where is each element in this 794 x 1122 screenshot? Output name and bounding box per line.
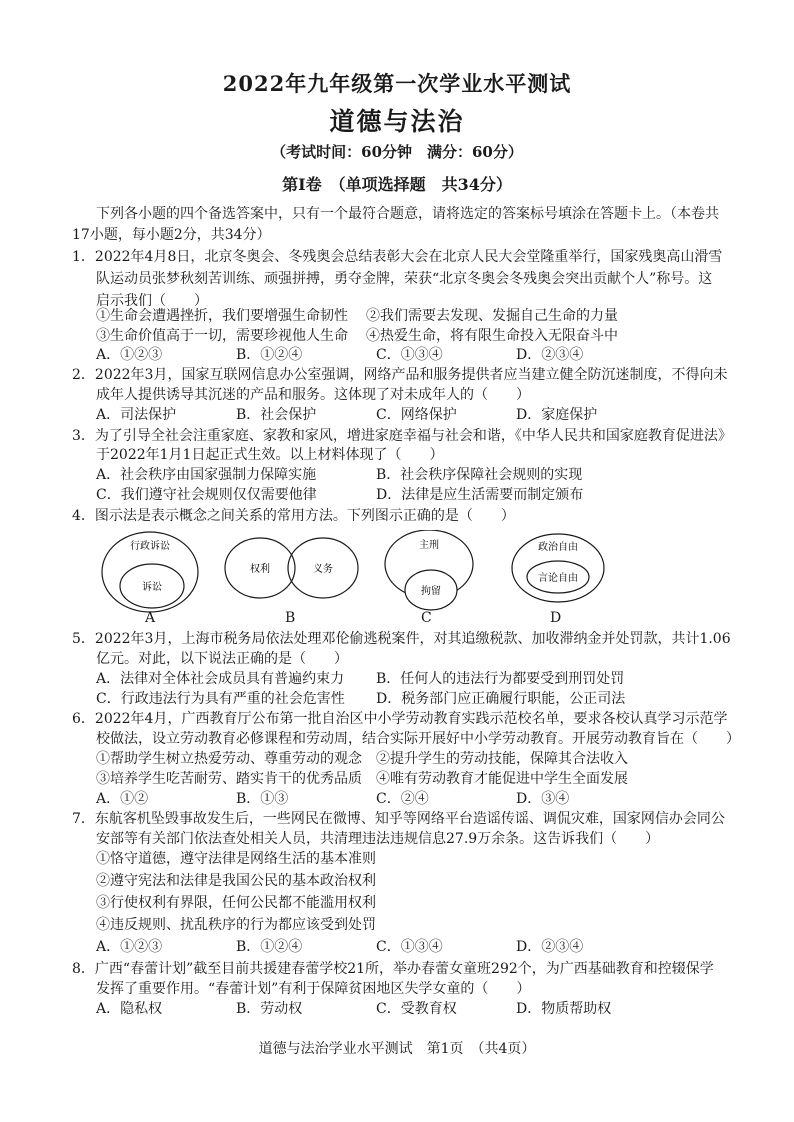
- question-1-stem: 队运动员张梦秋刻苦训练、顽强拼搏，勇夺金牌，荣获“北京冬奥会冬残奥会突出贡献个人”称号。这: [96, 271, 713, 287]
- question-8-option-a[interactable]: A．隐私权: [96, 1001, 163, 1017]
- diagram-c[interactable]: [385, 530, 473, 610]
- question-6-stem: 6．2022年4月，广西教育厅公布第一批自治区中小学劳动教育实践示范校名单，要求各校认真学习示范学: [72, 711, 728, 727]
- instructions-line: 17小题，每小题2分，共34分）: [72, 227, 271, 243]
- question-8-stem: 8．广西“春蕾计划”截至目前共援建春蕾学校21所，举办春蕾女童班292个，为广西基础教育和控辍保学: [72, 961, 714, 977]
- diagram-c-label: C: [421, 610, 432, 626]
- exam-info: （考试时间：60分钟 满分：60分）: [271, 143, 523, 161]
- diagram-d-label: D: [550, 610, 562, 626]
- instructions-line: 下列各小题的四个备选答案中，只有一个最符合题意，请将选定的答案标号填涂在答题卡上。（本卷共: [96, 206, 719, 222]
- question-1-statement: ②我们需要去发现、发掘自己生命的力量: [366, 308, 618, 324]
- diagram-a-outer-label: 行政诉讼: [130, 541, 170, 552]
- diagram-a-label: A: [145, 610, 156, 626]
- question-2-option-a[interactable]: A．司法保护: [96, 407, 177, 423]
- question-4-stem: 4．图示法是表示概念之间关系的常用方法。下列图示正确的是（ ）: [72, 508, 515, 524]
- question-8-option-c[interactable]: C．受教育权: [376, 1001, 457, 1017]
- diagram-b[interactable]: [225, 538, 358, 598]
- question-6-option-b[interactable]: B．①③: [236, 791, 289, 807]
- question-5-stem: 亿元。对此，以下说法正确的是（ ）: [96, 651, 348, 667]
- question-1-option-b[interactable]: B．①②④: [236, 347, 303, 363]
- page-footer: 道德与法治学业水平测试 第1页 （共4页）: [258, 1041, 536, 1057]
- question-3-option-d[interactable]: D．法律是应生活需要而制定颁布: [376, 487, 584, 503]
- question-7-statement: ②遵守宪法和法律是我国公民的基本政治权利: [96, 873, 376, 889]
- diagram-d[interactable]: [512, 534, 604, 602]
- question-7-option-d[interactable]: D．②③④: [516, 939, 584, 955]
- question-2-stem: 2．2022年3月，国家互联网信息办公室强调，网络产品和服务提供者应当建立健全防沉迷制度，不得向未: [72, 367, 728, 383]
- question-6-stem: 校做法，设立劳动教育必修课程和劳动周，结合实际开展好中小学劳动教育。开展劳动教育旨在（ ）: [96, 731, 740, 747]
- question-7-option-b[interactable]: B．①②④: [236, 939, 303, 955]
- question-1-statement: ③生命价值高于一切，需要珍视他人生命: [96, 328, 348, 344]
- concept-diagrams: [95, 530, 715, 640]
- diagram-b-label: B: [285, 610, 296, 626]
- question-6-option-a[interactable]: A．①②: [96, 791, 149, 807]
- diagram-c-outer-label: 主刑: [419, 540, 439, 551]
- subject-title: 道德与法治: [329, 107, 465, 136]
- question-7-statement: ③行使权利有界限，任何公民都不能滥用权利: [96, 895, 376, 911]
- question-1-stem: 1．2022年4月8日，北京冬奥会、冬残奥会总结表彰大会在北京人民大会堂隆重举行，国家残奥高山滑雪: [72, 249, 723, 265]
- question-6-statement: ③培养学生吃苦耐劳、踏实肯干的优秀品质: [96, 771, 362, 787]
- question-7-option-c[interactable]: C．①③④: [376, 939, 443, 955]
- question-3-option-b[interactable]: B．社会秩序保障社会规则的实现: [376, 467, 583, 483]
- question-1-option-d[interactable]: D．②③④: [516, 347, 584, 363]
- question-1-option-c[interactable]: C．①③④: [376, 347, 443, 363]
- diagram-c-inner-label: 拘留: [421, 586, 441, 597]
- question-5-option-d[interactable]: D．税务部门应正确履行职能，公正司法: [376, 691, 626, 707]
- section-title: 第Ⅰ卷 （单项选择题 共34分）: [282, 175, 512, 194]
- question-1-statement: ④热爱生命，将有限生命投入无限奋斗中: [366, 328, 618, 344]
- question-2-option-d[interactable]: D．家庭保护: [516, 407, 598, 423]
- diagram-b-right-label: 义务: [313, 564, 333, 575]
- question-2-stem: 成年人提供诱导其沉迷的产品和服务。这体现了对未成年人的（ ）: [96, 387, 530, 403]
- question-1-statement: ①生命会遭遇挫折，我们要增强生命韧性: [96, 308, 348, 324]
- question-5-option-a[interactable]: A．法律对全体社会成员具有普遍约束力: [96, 671, 345, 687]
- diagram-d-outer-label: 政治自由: [538, 542, 578, 553]
- question-3-option-a[interactable]: A．社会秩序由国家强制力保障实施: [96, 467, 317, 483]
- question-2-option-c[interactable]: C．网络保护: [376, 407, 457, 423]
- question-6-option-c[interactable]: C．②④: [376, 791, 429, 807]
- question-7-statement: ④违反规则、扰乱秩序的行为都应该受到处罚: [96, 917, 376, 933]
- question-6-statement: ②提升学生的劳动技能，保障其合法收入: [376, 751, 628, 767]
- question-8-stem: 发挥了重要作用。“春蕾计划”有利于保障贫困地区失学女童的（ ）: [96, 981, 531, 997]
- question-6-option-d[interactable]: D．③④: [516, 791, 570, 807]
- question-7-stem: 安部等有关部门依法查处相关人员，共清理违法违规信息27.9万余条。这告诉我们（ ）: [96, 831, 660, 847]
- question-2-option-b[interactable]: B．社会保护: [236, 407, 317, 423]
- question-7-option-a[interactable]: A．①②③: [96, 939, 163, 955]
- question-5-stem: 5．2022年3月，上海市税务局依法处理邓伦偷逃税案件，对其追缴税款、加收滞纳金并处罚款，共计1.06: [72, 631, 731, 647]
- diagram-d-inner-label: 言论自由: [538, 573, 578, 584]
- question-3-stem: 3．为了引导全社会注重家庭、家教和家风，增进家庭幸福与社会和谐，《中华人民共和国家庭教育促进法》: [72, 428, 732, 444]
- question-1-option-a[interactable]: A．①②③: [96, 347, 163, 363]
- question-8-option-d[interactable]: D．物质帮助权: [516, 1001, 612, 1017]
- question-7-stem: 7．东航客机坠毁事故发生后，一些网民在微博、知乎等网络平台造谣传谣、调侃灾难，国家网信办会同公: [72, 811, 725, 827]
- question-5-option-c[interactable]: C．行政违法行为具有严重的社会危害性: [96, 691, 345, 707]
- question-3-stem: 于2022年1月1日起正式生效。以上材料体现了（ ）: [96, 447, 444, 463]
- question-6-statement: ①帮助学生树立热爱劳动、尊重劳动的观念: [96, 751, 362, 767]
- exam-title: 2022年九年级第一次学业水平测试: [222, 71, 572, 96]
- question-5-option-b[interactable]: B．任何人的违法行为都要受到刑罚处罚: [376, 671, 625, 687]
- question-8-option-b[interactable]: B．劳动权: [236, 1001, 303, 1017]
- diagram-a[interactable]: [102, 532, 198, 612]
- question-3-option-c[interactable]: C．我们遵守社会规则仅仅需要他律: [96, 487, 317, 503]
- question-7-statement: ①恪守道德，遵守法律是网络生活的基本准则: [96, 851, 376, 867]
- question-6-statement: ④唯有劳动教育才能促进中学生全面发展: [376, 771, 628, 787]
- question-1-stem: 启示我们（ ）: [96, 293, 208, 309]
- diagram-a-inner-label: 诉讼: [142, 582, 162, 593]
- diagram-b-left-label: 权利: [250, 564, 270, 575]
